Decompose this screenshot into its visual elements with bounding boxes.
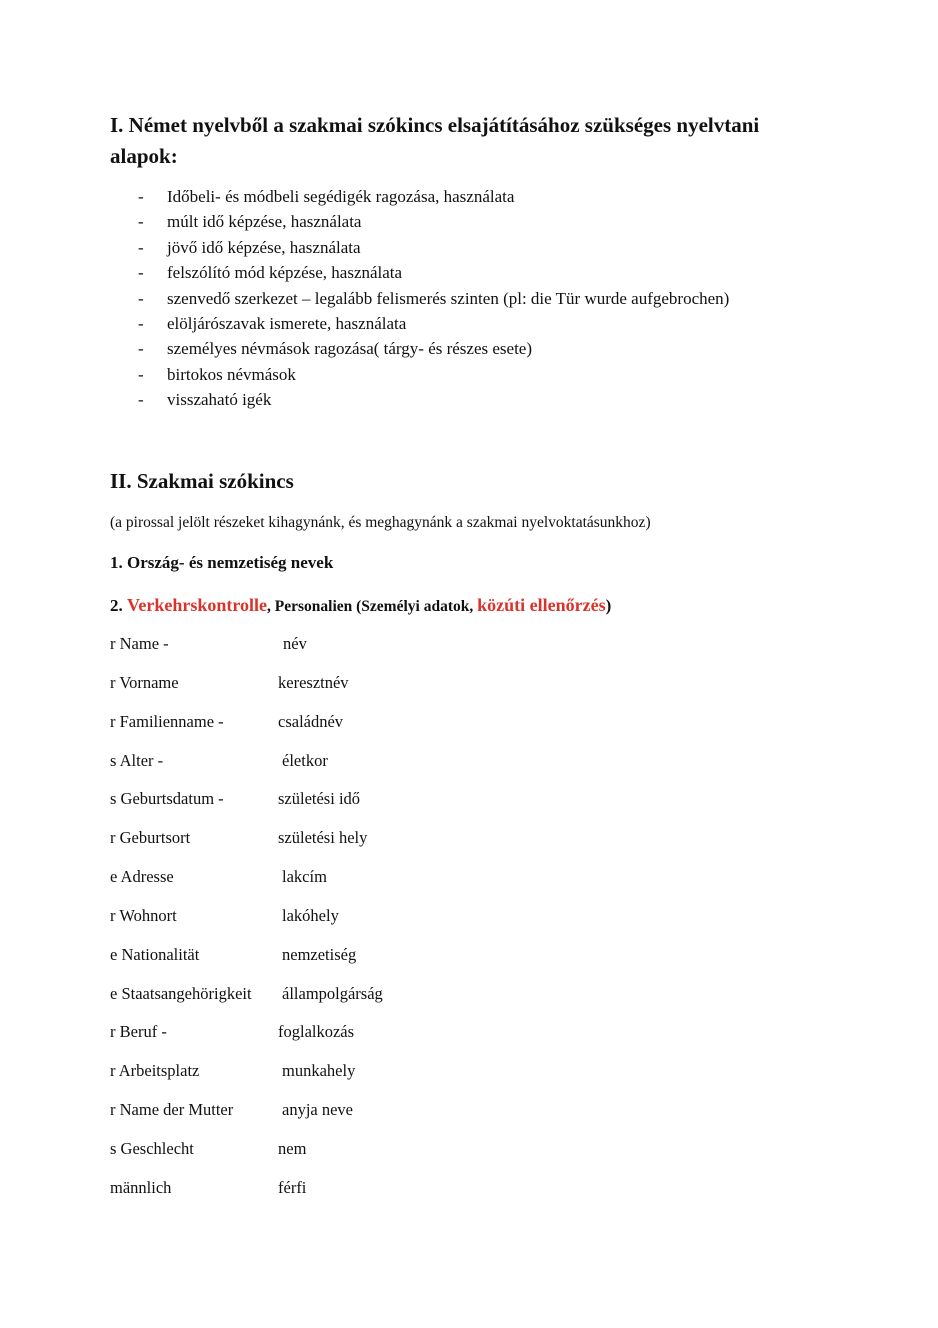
highlight-verkehrskontrolle: Verkehrskontrolle bbox=[127, 595, 268, 615]
highlight-kozuti-ellenorzes: közúti ellenőrzés bbox=[477, 595, 606, 615]
bullet-dash: - bbox=[138, 263, 144, 283]
hungarian-term: név bbox=[283, 634, 307, 653]
hungarian-term: családnév bbox=[278, 711, 344, 731]
list-item-text: elöljárószavak ismerete, használata bbox=[167, 313, 407, 333]
german-term: r Arbeitsplatz bbox=[110, 1061, 200, 1081]
german-term: männlich bbox=[110, 1177, 172, 1197]
german-term: r Beruf - bbox=[110, 1022, 167, 1042]
german-term: s Alter - bbox=[110, 750, 164, 770]
subsection-2-number: 2. bbox=[110, 596, 127, 615]
hungarian-term: foglalkozás bbox=[278, 1022, 355, 1042]
hungarian-term: életkor bbox=[282, 750, 328, 770]
list-item-text: szenvedő szerkezet – legalább felismerés szinten (pl: die Tür wurde aufgebrochen) bbox=[167, 288, 730, 308]
bullet-dash: - bbox=[138, 364, 144, 384]
german-term: e Adresse bbox=[110, 867, 174, 887]
bullet-dash: - bbox=[138, 187, 144, 206]
hungarian-term: munkahely bbox=[282, 1061, 356, 1081]
bullet-dash: - bbox=[138, 237, 144, 257]
hungarian-term: születési hely bbox=[278, 828, 368, 848]
subsection-2-end: ) bbox=[605, 596, 612, 615]
german-term: r Geburtsort bbox=[110, 828, 191, 848]
hungarian-term: keresztnév bbox=[278, 672, 349, 692]
list-item-text: felszólító mód képzése, használata bbox=[167, 263, 403, 283]
german-term: r Familienname - bbox=[110, 711, 224, 731]
bullet-dash: - bbox=[138, 390, 144, 410]
hungarian-term: állampolgárság bbox=[282, 983, 383, 1003]
hungarian-term: lakcím bbox=[282, 867, 327, 887]
german-term: e Nationalität bbox=[110, 944, 200, 964]
subsection-1-heading: 1. Ország- és nemzetiség nevek bbox=[110, 553, 334, 572]
list-item-text: birtokos névmások bbox=[167, 364, 296, 384]
bullet-dash: - bbox=[138, 212, 144, 232]
bullet-dash: - bbox=[138, 288, 144, 308]
german-term: s Geburtsdatum - bbox=[110, 789, 224, 809]
section-2-note: (a pirossal jelölt részeket kihagynánk, és meghagynánk a szakmai nyelvoktatásunkhoz) bbox=[110, 514, 651, 531]
bullet-dash: - bbox=[138, 339, 144, 359]
hungarian-term: anyja neve bbox=[282, 1100, 354, 1120]
german-term: r Wohnort bbox=[110, 905, 177, 925]
hungarian-term: férfi bbox=[278, 1177, 307, 1197]
bullet-dash: - bbox=[138, 313, 144, 333]
section-2-heading: II. Szakmai szókincs bbox=[110, 469, 294, 493]
hungarian-term: nem bbox=[278, 1138, 307, 1158]
hungarian-term: lakóhely bbox=[282, 905, 339, 925]
section-1-heading: I. Német nyelvből a szakmai szókincs elsajátításához szükséges nyelvtani alapok: bbox=[110, 113, 760, 168]
german-term: s Geschlecht bbox=[110, 1138, 194, 1158]
list-item-text: jövő idő képzése, használata bbox=[167, 237, 361, 257]
subsection-2-heading bbox=[110, 592, 611, 620]
hungarian-term: nemzetiség bbox=[282, 944, 357, 964]
list-item-text: múlt idő képzése, használata bbox=[167, 212, 362, 232]
german-term: r Vorname bbox=[110, 672, 179, 692]
hungarian-term: születési idő bbox=[278, 789, 361, 809]
german-term: r Name - bbox=[110, 634, 169, 653]
list-item-text: személyes névmások ragozása( tárgy- és részes esete) bbox=[167, 339, 533, 359]
german-term: e Staatsangehörigkeit bbox=[110, 983, 252, 1003]
german-term: r Name der Mutter bbox=[110, 1100, 234, 1120]
list-item-text: Időbeli- és módbeli segédigék ragozása, használata bbox=[167, 187, 515, 206]
list-item-text: visszaható igék bbox=[167, 390, 272, 410]
subsection-2-middle: , Personalien (Személyi adatok, bbox=[267, 598, 478, 615]
